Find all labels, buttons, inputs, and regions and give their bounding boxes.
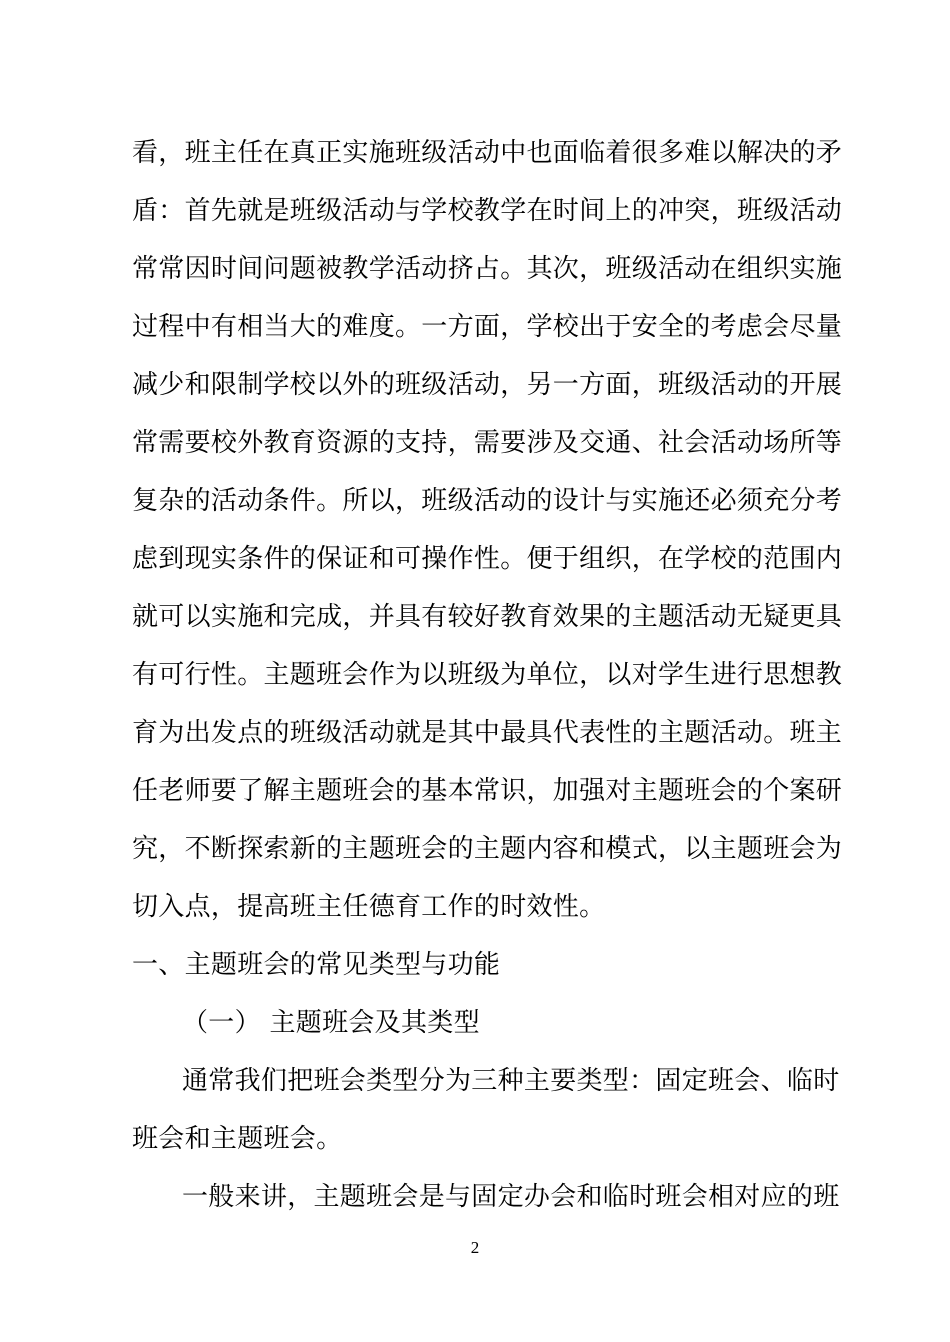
page-number: 2 xyxy=(470,1238,480,1257)
text-line: 减少和限制学校以外的班级活动，另一方面，班级活动的开展 xyxy=(132,370,843,400)
text-line: 有可行性。主题班会作为以班级为单位，以对学生进行思想教 xyxy=(132,660,843,690)
text-line: 过程中有相当大的难度。一方面，学校出于安全的考虑会尽量 xyxy=(132,312,843,342)
text-line: 看，班主任在真正实施班级活动中也面临着很多难以解决的矛 xyxy=(132,138,843,168)
text-line: 一般来讲，主题班会是与固定办会和临时班会相对应的班 xyxy=(182,1182,840,1212)
text-line: 常常因时间问题被教学活动挤占。其次，班级活动在组织实施 xyxy=(132,254,843,284)
text-line: 虑到现实条件的保证和可操作性。便于组织，在学校的范围内 xyxy=(132,544,843,574)
text-line: 班会和主题班会。 xyxy=(132,1124,343,1154)
subsection-heading: （一） 主题班会及其类型 xyxy=(182,1008,480,1038)
text-line: 复杂的活动条件。所以，班级活动的设计与实施还必须充分考 xyxy=(132,486,843,516)
text-line: 常需要校外教育资源的支持，需要涉及交通、社会活动场所等 xyxy=(132,428,843,458)
text-line: 任老师要了解主题班会的基本常识，加强对主题班会的个案研 xyxy=(132,776,843,806)
section-heading: 一、主题班会的常见类型与功能 xyxy=(132,950,501,980)
text-line: 切入点，提高班主任德育工作的时效性。 xyxy=(132,892,606,922)
text-line: 究，不断探索新的主题班会的主题内容和模式，以主题班会为 xyxy=(132,834,843,864)
text-line: 盾：首先就是班级活动与学校教学在时间上的冲突，班级活动 xyxy=(132,196,843,226)
text-line: 育为出发点的班级活动就是其中最具代表性的主题活动。班主 xyxy=(132,718,843,748)
text-line: 通常我们把班会类型分为三种主要类型：固定班会、临时 xyxy=(182,1066,840,1096)
text-line: 就可以实施和完成，并具有较好教育效果的主题活动无疑更具 xyxy=(132,602,843,632)
